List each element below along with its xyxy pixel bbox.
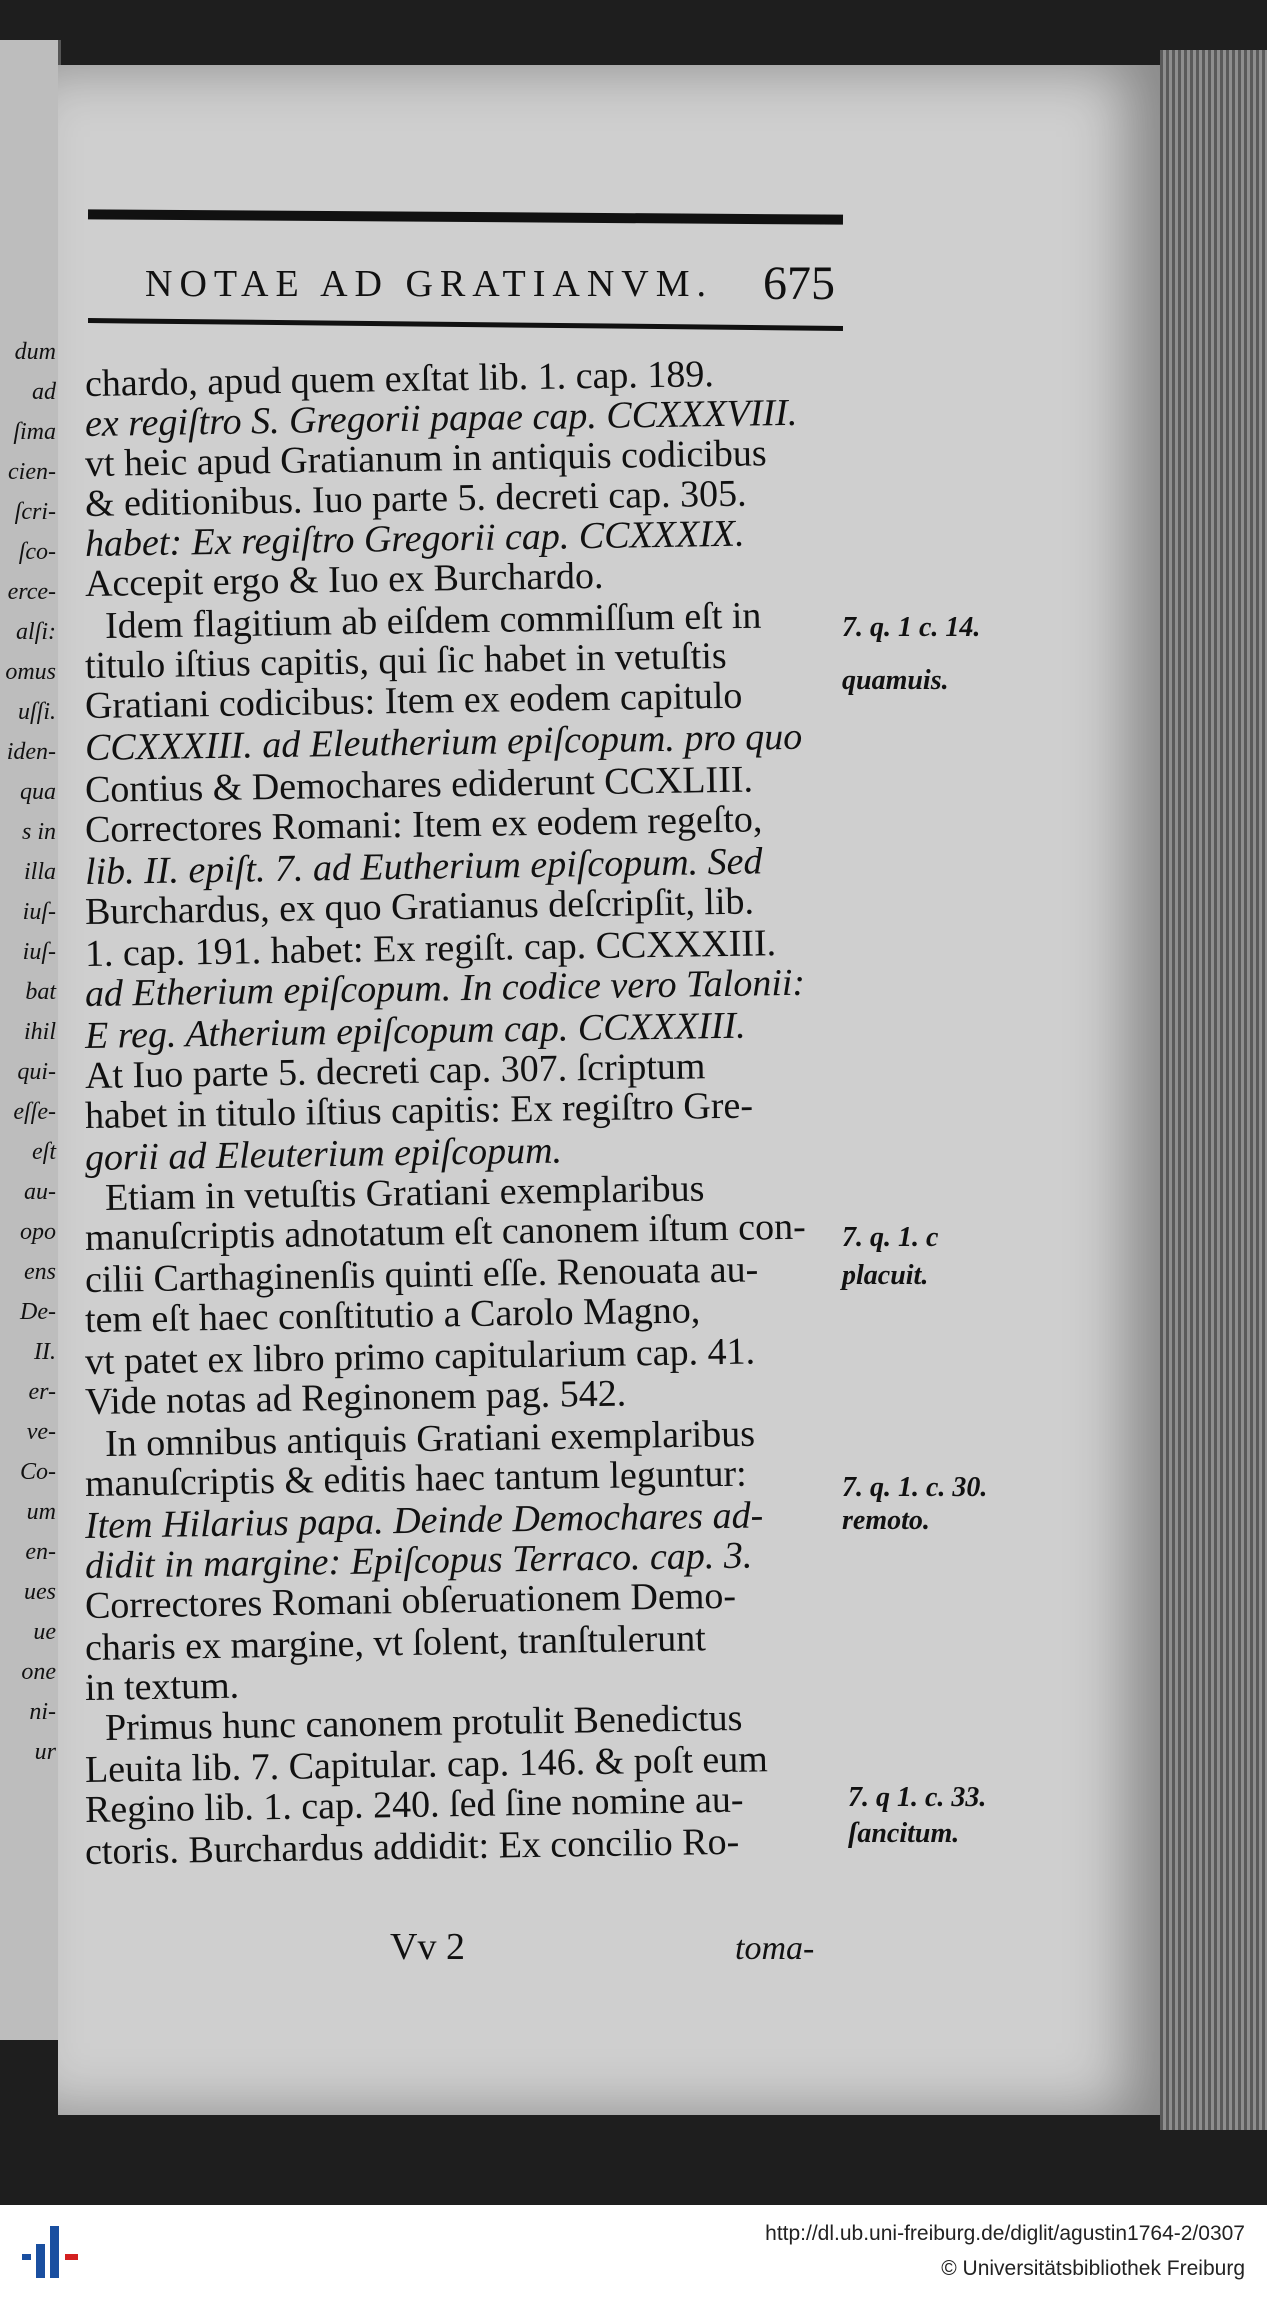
margin-note: 7. q 1. c. 33. xyxy=(848,1782,987,1813)
left-page-fragment: bat xyxy=(25,979,56,1005)
left-page-fragment: opo xyxy=(20,1219,56,1245)
text-line: in textum. xyxy=(84,1664,240,1709)
header-title: NOTAE AD GRATIANVM. xyxy=(145,263,713,305)
text-line: ad Etherium epiſcopum. In codice vero Talonii: xyxy=(84,961,806,1015)
text-line: charis ex margine, vt ſolent, tranſtulerunt xyxy=(84,1617,707,1669)
left-page-fragment: dum xyxy=(14,339,56,365)
page-edges xyxy=(1160,50,1267,2130)
text-line: manuſcriptis & editis haec tantum leguntur: xyxy=(84,1452,747,1505)
text-line: chardo, apud quem exſtat lib. 1. cap. 189. xyxy=(84,353,715,405)
left-page-fragment: eſſe- xyxy=(13,1099,56,1125)
text-line: Regino lib. 1. cap. 240. ſed ſine nomine au- xyxy=(84,1778,744,1831)
signature-mark: Vv 2 xyxy=(390,1926,465,1968)
left-page-fragment: Co- xyxy=(20,1459,56,1485)
left-page-fragment: ihil xyxy=(23,1019,56,1045)
text-line: Etiam in vetuſtis Gratiani exemplaribus xyxy=(104,1167,705,1219)
margin-note: 7. q. 1. c xyxy=(842,1222,939,1253)
left-page-fragment: qua xyxy=(20,779,56,805)
text-line: gorii ad Eleuterium epiſcopum. xyxy=(84,1129,563,1179)
left-page-edge xyxy=(0,40,61,2040)
left-page-fragment: one xyxy=(21,1659,56,1685)
text-line: manuſcriptis adnotatum eſt canonem iſtum con- xyxy=(84,1205,807,1259)
left-page-fragment: erce- xyxy=(7,579,56,605)
left-page-fragment: ſco- xyxy=(18,539,56,565)
text-line: tem eſt haec conſtitutio a Carolo Magno, xyxy=(84,1289,701,1341)
text-line: & editionibus. Iuo parte 5. decreti cap. 305. xyxy=(84,472,747,525)
text-line: E reg. Atherium epiſcopum cap. CCXXXIII. xyxy=(84,1004,746,1057)
text-line: Vide notas ad Reginonem pag. 542. xyxy=(84,1372,627,1423)
text-line: vt heic apud Gratianum in antiquis codicibus xyxy=(84,432,767,485)
text-line: titulo iſtius capitis, qui ſic habet in vetuſtis xyxy=(84,634,727,687)
left-page-fragment: alſi: xyxy=(16,619,56,645)
text-line: Correctores Romani: Item ex eodem regeſto, xyxy=(84,798,763,851)
text-line: Leuita lib. 7. Capitular. cap. 146. & poſt eum xyxy=(84,1738,769,1791)
left-page-fragment: iden- xyxy=(6,739,56,765)
text-line: ex regiſtro S. Gregorii papae cap. CCXXXVIII. xyxy=(84,391,798,445)
running-header xyxy=(145,257,845,310)
text-line: Correctores Romani obſeruationem Demo- xyxy=(84,1574,737,1627)
margin-note: placuit. xyxy=(842,1260,929,1291)
catchword: toma- xyxy=(735,1930,815,1967)
text-line: CCXXXIII. ad Eleutherium epiſcopum. pro quo xyxy=(84,715,803,769)
text-line: cilii Carthaginenſis quinti eſſe. Renouata au- xyxy=(84,1248,759,1301)
library-logo-icon xyxy=(20,2220,80,2284)
left-page-fragment: er- xyxy=(28,1379,56,1405)
left-page-fragment: ſima xyxy=(13,419,56,445)
left-page-fragment: iuſ- xyxy=(22,899,56,925)
text-line: habet: Ex regiſtro Gregorii cap. CCXXXIX. xyxy=(84,512,745,565)
left-page-fragment: uſſi. xyxy=(17,699,56,725)
left-page-fragment: ad xyxy=(32,379,56,405)
left-page-fragment: ſcri- xyxy=(14,499,56,525)
left-page-fragment: illa xyxy=(23,859,56,885)
viewer-bottom-bar xyxy=(0,2205,1267,2297)
left-page-fragment: ue xyxy=(33,1619,56,1645)
left-page-fragment: II. xyxy=(34,1339,56,1365)
text-line: Burchardus, ex quo Gratianus deſcripſit, lib. xyxy=(84,880,755,933)
copyright-notice: © Universitätsbibliothek Freiburg xyxy=(941,2257,1245,2280)
text-line: Contius & Demochares ediderunt CCXLIII. xyxy=(84,758,754,811)
left-page-fragment: ens xyxy=(24,1259,56,1285)
margin-note: quamuis. xyxy=(842,665,949,696)
text-line: Idem flagitium ab eiſdem commiſſum eſt in xyxy=(104,594,762,647)
text-line: Gratiani codicibus: Item ex eodem capitulo xyxy=(84,674,743,727)
text-line: 1. cap. 191. habet: Ex regiſt. cap. CCXXXIII. xyxy=(84,922,777,975)
text-line: didit in margine: Epiſcopus Terraco. cap. 3. xyxy=(84,1534,753,1587)
left-page-fragment: ni- xyxy=(29,1699,56,1725)
left-page-fragment: De- xyxy=(20,1299,56,1325)
text-line: vt patet ex libro primo capitularium cap. 41. xyxy=(84,1330,756,1383)
left-page-fragment: s in xyxy=(21,819,56,845)
margin-note: ſancitum. xyxy=(848,1818,960,1849)
left-page-fragment: iuſ- xyxy=(22,939,56,965)
text-line: habet in titulo iſtius capitis: Ex regiſtro Gre- xyxy=(84,1084,754,1137)
margin-note: 7. q. 1. c. 30. xyxy=(842,1472,988,1503)
margin-note: 7. q. 1 c. 14. xyxy=(842,612,981,643)
left-page-fragment: ues xyxy=(24,1579,56,1605)
left-page-fragment: omus xyxy=(5,659,56,685)
text-line: ctoris. Burchardus addidit: Ex concilio Ro- xyxy=(84,1820,740,1873)
text-line: Accepit ergo & Iuo ex Burchardo. xyxy=(84,554,604,605)
text-line: Item Hilarius papa. Deinde Demochares ad- xyxy=(84,1494,764,1547)
text-line: At Iuo parte 5. decreti cap. 307. ſcriptum xyxy=(84,1045,706,1097)
left-page-fragment: eſt xyxy=(32,1139,56,1165)
left-page-fragment: ur xyxy=(34,1739,56,1765)
text-line: lib. II. epiſt. 7. ad Eutherium epiſcopum. Sed xyxy=(84,840,763,893)
text-line: In omnibus antiquis Gratiani exemplaribus xyxy=(104,1412,756,1465)
left-page-fragment: au- xyxy=(24,1179,56,1205)
left-page-fragment: cien- xyxy=(8,459,56,485)
left-page-fragment: um xyxy=(26,1499,56,1525)
left-page-fragment: en- xyxy=(25,1539,56,1565)
document-url[interactable]: http://dl.ub.uni-freiburg.de/diglit/agustin1764-2/0307 xyxy=(765,2222,1245,2245)
margin-note: remoto. xyxy=(842,1505,930,1536)
left-page-fragment: qui- xyxy=(17,1059,56,1085)
text-line: Primus hunc canonem protulit Benedictus xyxy=(104,1696,743,1749)
page-number: 675 xyxy=(763,257,835,310)
left-page-fragment: ve- xyxy=(26,1419,56,1445)
